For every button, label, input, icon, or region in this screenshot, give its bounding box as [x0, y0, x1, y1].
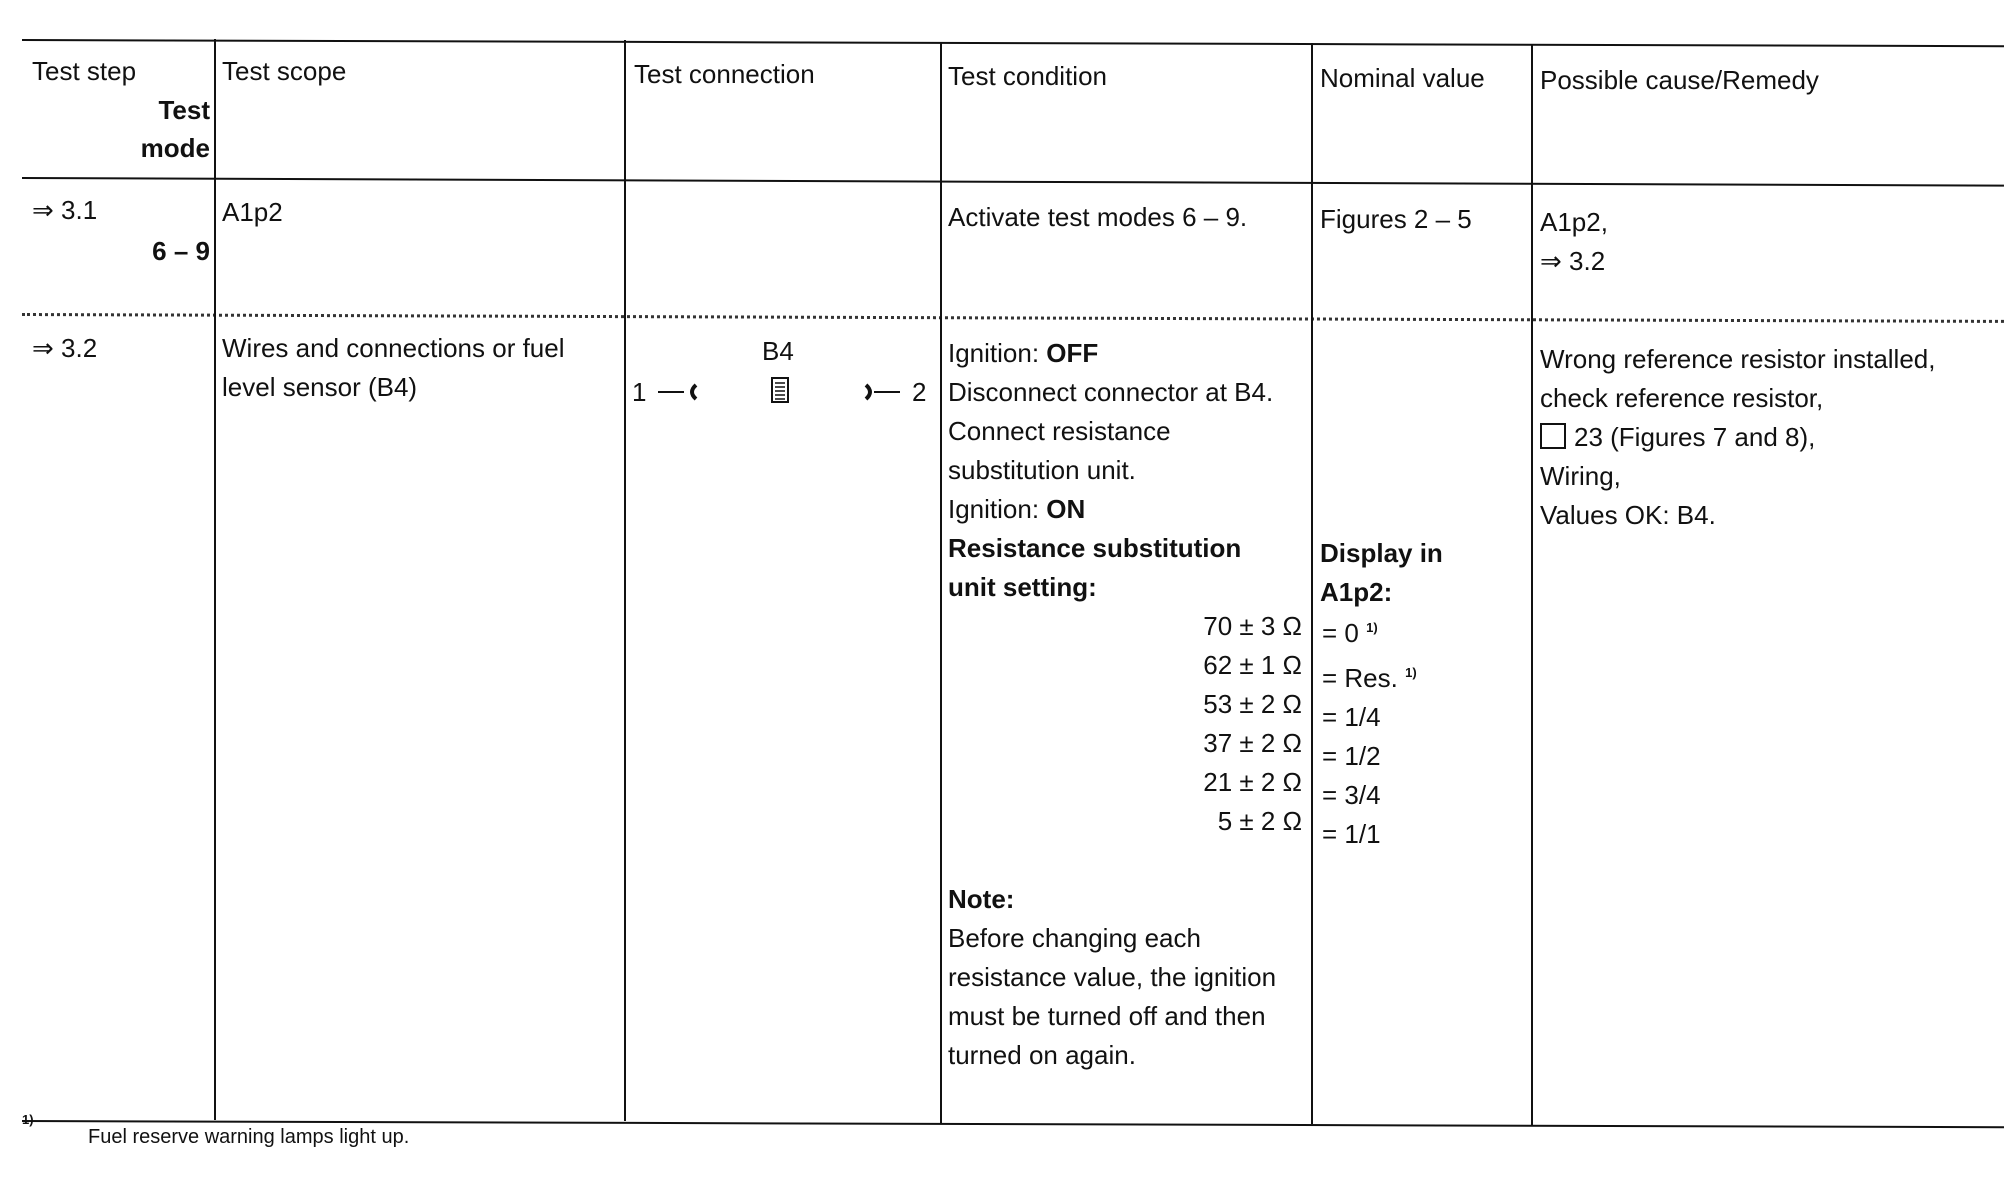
connector-plug-right-icon — [866, 385, 870, 399]
header-test-scope: Test scope — [222, 56, 347, 86]
note-line: resistance value, the ignition — [948, 962, 1277, 992]
header-test-condition: Test condition — [948, 61, 1107, 91]
nominal-value: = 1/2 — [1322, 741, 1381, 771]
condition-ignition-on — [948, 490, 1273, 529]
header-bottom-rule — [22, 177, 2004, 187]
header-test-connection: Test connection — [634, 59, 815, 89]
row2-nominal-values — [1322, 608, 1417, 854]
condition-ignition-off — [948, 334, 1273, 373]
row2-scope-line: level sensor (B4) — [222, 372, 418, 402]
column-divider — [1311, 43, 1313, 1124]
row2-possible-cause — [1540, 340, 1935, 535]
row1-cause-line: A1p2, — [1540, 207, 1608, 237]
row2-test-condition — [948, 334, 1273, 607]
ignition-on-value: ON — [1046, 494, 1086, 524]
column-divider — [624, 40, 626, 1121]
row-separator — [22, 313, 2004, 323]
table-top-rule — [22, 39, 2004, 47]
nominal-value — [1322, 608, 1417, 653]
resistance-value: 21 ± 2 Ω — [1203, 767, 1302, 797]
row1-test-scope: A1p2 — [222, 197, 283, 227]
column-divider — [214, 39, 216, 1120]
reference-box-icon — [1540, 423, 1566, 449]
resistance-value: 62 ± 1 Ω — [1203, 650, 1302, 680]
footnote-marker: 1) — [22, 1112, 34, 1127]
cause-line: Values OK: B4. — [1540, 500, 1716, 530]
cause-line: Wrong reference resistor installed, — [1540, 344, 1936, 374]
nominal-value: = 3/4 — [1322, 780, 1381, 810]
note-title: Note: — [948, 884, 1015, 914]
row1-test-condition: Activate test modes 6 – 9. — [948, 202, 1248, 232]
resistance-value: 70 ± 3 Ω — [1203, 611, 1302, 641]
footnote-ref: 1) — [1366, 620, 1378, 635]
row1-nominal-value: Figures 2 – 5 — [1320, 204, 1472, 234]
condition-line: substitution unit. — [948, 455, 1136, 485]
nominal-value-text: = Res. — [1322, 663, 1398, 693]
nominal-value-text: = 0 — [1322, 618, 1359, 648]
connection-pin-left: 1 — [632, 377, 647, 407]
ignition-label: Ignition: — [948, 494, 1047, 524]
connection-pin-right: 2 — [912, 377, 927, 407]
header-test-step: Test step — [32, 56, 137, 86]
column-divider — [940, 42, 942, 1123]
ignition-label: Ignition: — [948, 338, 1047, 368]
cause-reference — [1540, 418, 1935, 457]
note-line: turned on again. — [948, 1040, 1136, 1070]
row1-possible-cause — [1540, 203, 1608, 281]
nominal-value — [1322, 653, 1417, 698]
cause-line: Wiring, — [1540, 461, 1621, 491]
ignition-off-value: OFF — [1046, 338, 1099, 368]
nominal-title-line: A1p2: — [1320, 577, 1393, 607]
condition-note — [948, 880, 1276, 1075]
header-test-mode-line: mode — [140, 133, 210, 163]
header-nominal-value: Nominal value — [1320, 63, 1485, 93]
resistance-value: 5 ± 2 Ω — [1217, 806, 1302, 836]
nominal-title-line: Display in — [1320, 538, 1443, 568]
condition-setting-title: Resistance substitution — [948, 533, 1242, 563]
header-test-mode — [100, 91, 210, 167]
footnote-text: Fuel reserve warning lamps light up. — [88, 1126, 410, 1148]
note-line: must be turned off and then — [948, 1001, 1266, 1031]
row2-nominal-title — [1320, 534, 1443, 612]
resistance-value: 53 ± 2 Ω — [1203, 689, 1302, 719]
footnote-ref: 1) — [1405, 665, 1417, 680]
condition-line: Connect resistance — [948, 416, 1171, 446]
nominal-value: = 1/1 — [1322, 819, 1381, 849]
fuel-level-sensor-icon — [772, 378, 788, 402]
resistance-value: 37 ± 2 Ω — [1203, 728, 1302, 758]
connection-component-label: B4 — [762, 336, 794, 366]
note-line: Before changing each — [948, 923, 1201, 953]
row2-test-scope — [222, 329, 565, 407]
resistance-settings — [1050, 607, 1302, 841]
header-test-mode-line: Test — [158, 95, 210, 125]
cause-reference-text: 23 (Figures 7 and 8), — [1574, 422, 1816, 452]
cause-line: check reference resistor, — [1540, 383, 1824, 413]
test-connection-diagram — [650, 372, 912, 412]
condition-setting-title: unit setting: — [948, 572, 1097, 602]
row1-cause-line: ⇒ 3.2 — [1540, 246, 1606, 276]
row1-test-step: ⇒ 3.1 — [32, 195, 98, 225]
row2-test-step: ⇒ 3.2 — [32, 333, 98, 363]
column-divider — [1531, 44, 1533, 1125]
nominal-value: = 1/4 — [1322, 702, 1381, 732]
connector-plug-left-icon — [692, 385, 696, 399]
header-possible-cause: Possible cause/Remedy — [1540, 65, 1819, 95]
row2-scope-line: Wires and connections or fuel — [222, 333, 565, 363]
row1-test-mode: 6 – 9 — [152, 236, 210, 266]
condition-line: Disconnect connector at B4. — [948, 377, 1274, 407]
